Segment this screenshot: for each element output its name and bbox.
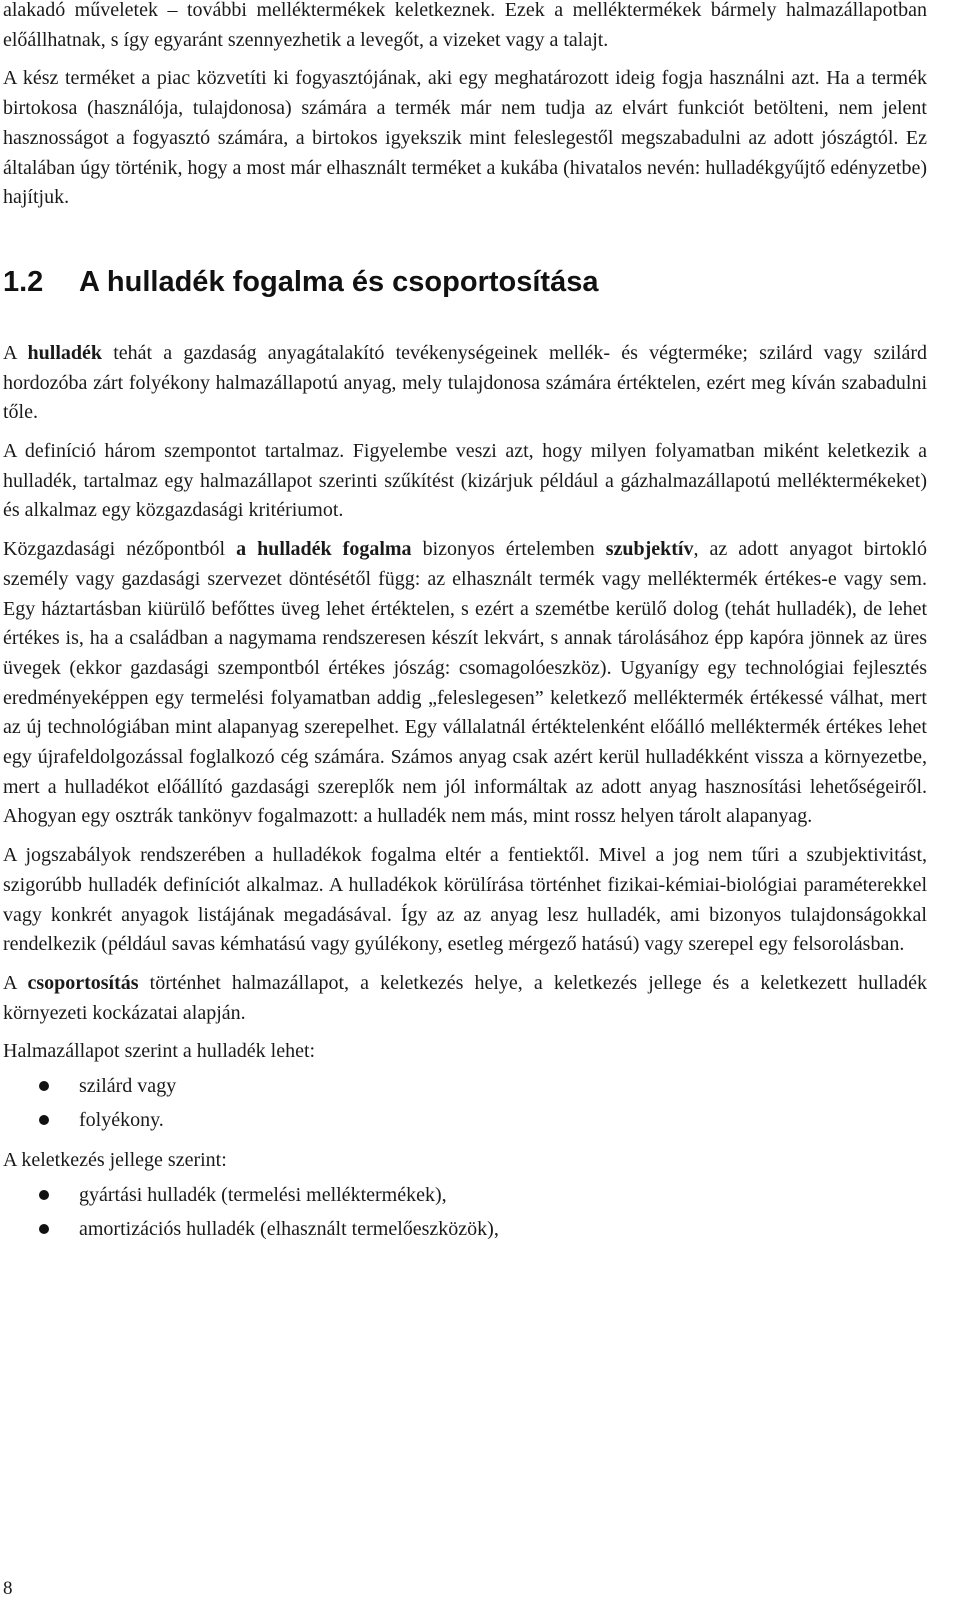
list-item-text: amortizációs hulladék (elhasznált termelőeszközök), [79, 1217, 499, 1240]
page-number: 8 [3, 1578, 13, 1599]
text-run: , az adott anyagot birtokló személy vagy gazdasági szervezet döntésétől függ: az elhasznált termék vagy melléktermék értékes-e vagy sem. Egy háztartásban kiürülő befőttes üveg lehet értéktelen, s ezért a szemétbe kerülő dolog (tehát hulladék), de lehet értékes is, ha a családban a nagymama rendszeresen készít lekvárt, s annak tárolásához épp kapóra jönnek az üres üvegek (ekkor gazdasági szempontból értékes jószág: csomagolóeszköz). Ugyanígy egy technológiai fejlesztés eredményeképpen egy termelési folyamatban addig „feleslegesen” keletkező melléktermék értékessé válhat, mert az új technológiában mint alapanyag szerepelhet. Egy vállalatnál értéktelenként előálló melléktermék értékes lehet egy újrafeldolgozással foglalkozó cég számára. Számos anyag csak azért kerül hulladékként vissza a környezetbe, mert a hulladékot előállító gazdasági szereplők nem jól informáltak az adott anyag hasznosítási lehetőségeiről. Ahogyan egy osztrák tankönyv fogalmazott: a hulladék nem más, mint rossz helyen tárolt alapanyag. [3, 538, 927, 828]
list-state [3, 1069, 927, 1137]
list-item-text: folyékony. [79, 1109, 164, 1132]
paragraph-economic-view [3, 535, 927, 832]
section-number: 1.2 [3, 265, 44, 298]
paragraph-intro-continued: alakadó műveletek – további melléktermékek keletkeznek. Ezek a melléktermékek bármely halmazállapotban előállhatnak, s így egyaránt szennyezhetik a levegőt, a vizeket vagy a talajt. [3, 0, 927, 51]
paragraph-grouping [3, 969, 927, 1028]
list-nature-intro: A keletkezés jellege szerint: [3, 1149, 227, 1172]
list-item [3, 1103, 927, 1137]
list-item [3, 1178, 927, 1212]
page-content [3, 0, 927, 1246]
text-run: tehát a gazdaság anyagátalakító tevékenységeinek mellék- és végterméke; szilárd vagy szilárd hordozóba zárt folyékony halmazállapotú anyag, mely tulajdonosa számára értéktelen, ezért meg kíván szabadulni tőle. [3, 341, 927, 424]
list-item-text: gyártási hulladék (termelési melléktermékek), [79, 1183, 447, 1206]
bullet-icon [39, 1224, 49, 1234]
paragraph-criteria: A definíció három szempontot tartalmaz. Figyelembe veszi azt, hogy milyen folyamatban miként keletkezik a hulladék, tartalmaz egy halmazállapot szerinti szűkítést (kizárjuk például a gázhalmazállapotú melléktermékeket) és alkalmaz egy közgazdasági kritériumot. [3, 440, 927, 522]
bullet-icon [39, 1115, 49, 1125]
bullet-icon [39, 1190, 49, 1200]
bold-term: hulladék [27, 341, 103, 364]
text-run: bizonyos értelemben [411, 538, 606, 561]
list-item [3, 1212, 927, 1246]
bold-term: a hulladék fogalma [236, 538, 412, 561]
text-run: A [3, 971, 28, 994]
list-state-intro: Halmazállapot szerint a hulladék lehet: [3, 1040, 316, 1063]
bold-term: szubjektív [605, 538, 694, 561]
list-nature [3, 1178, 927, 1246]
text-run: Közgazdasági nézőpontból [3, 538, 237, 561]
paragraph-definition [3, 339, 927, 428]
text-run: A [3, 341, 28, 364]
section-heading [3, 265, 927, 299]
bullet-icon [39, 1081, 49, 1091]
paragraph-consumer: A kész terméket a piac közvetíti ki fogyasztójának, aki egy meghatározott ideig fogja használni azt. Ha a termék birtokosa (használója, tulajdonosa) számára a termék már nem tudja az elvárt funkciót betölteni, nem jelent hasznosságot a fogyasztó számára, a birtokos igyekszik mint feleslegestől megszabadulni az adott jószágtól. Ez általában úgy történik, hogy a most már elhasznált terméket a kukába (hivatalos nevén: hulladékgyűjtő edényzetbe) hajítjuk. [3, 67, 927, 209]
bold-term: csoportosítás [27, 971, 139, 994]
list-item [3, 1069, 927, 1103]
list-item-text: szilárd vagy [79, 1075, 177, 1098]
paragraph-legal-view: A jogszabályok rendszerében a hulladékok fogalma eltér a fentiektől. Mivel a jog nem tűri a szubjektivitást, szigorúbb hulladék definíciót alkalmaz. A hulladékok körülírása történhet fizikai-kémiai-biológiai paraméterekkel vagy konkrét anyagok listájának megadásával. Így az az anyag lesz hulladék, ami bizonyos tulajdonságokkal rendelkezik (például savas kémhatású vagy gyúlékony, esetleg mérgező hatású) vagy szerepel egy felsorolásban. [3, 844, 927, 956]
text-run: történhet halmazállapot, a keletkezés helye, a keletkezés jellege és a keletkezett hulladék környezeti kockázatai alapján. [3, 971, 927, 1024]
section-title: A hulladék fogalma és csoportosítása [79, 265, 599, 298]
